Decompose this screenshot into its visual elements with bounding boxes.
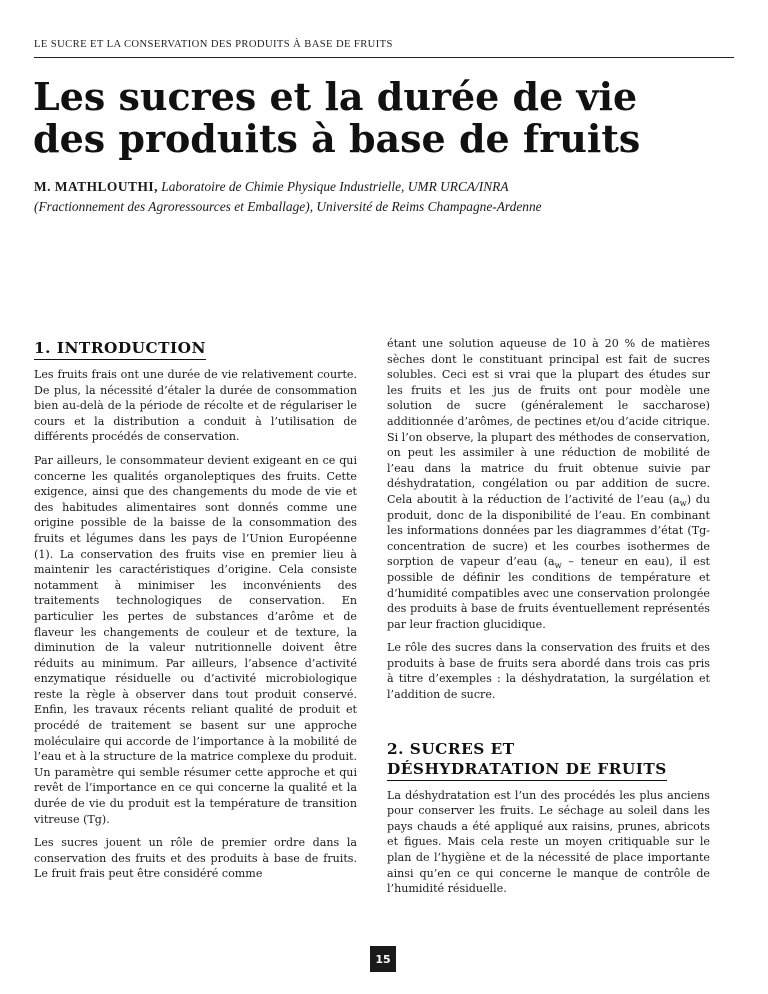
affiliation-line-2: (Fractionnement des Agroressources et Emballage), Université de Reims Champagne-Ardenne: [34, 199, 542, 214]
header-rule: [34, 57, 734, 58]
author-block: [34, 177, 734, 217]
right-column: [387, 336, 710, 905]
affiliation-line-1: Laboratoire de Chimie Physique Industrielle, UMR URCA/INRA: [161, 179, 509, 194]
title-line-1: Les sucres et la durée de vie: [33, 74, 638, 119]
intro-paragraph-5: Le rôle des sucres dans la conservation des fruits et des produits à base de fruits sera abordé dans trois cas pris à titre d’exemples : la déshydratation, la surgélation et l’addition de sucre.: [387, 641, 710, 702]
section-2-heading-line-2: DÉSHYDRATATION DE FRUITS: [387, 759, 667, 781]
p4-part-c: – teneur en eau), il est possible de définir les conditions de température et d’humidité compatibles avec une conservation prolongée des produits à base de fruits éventuellement représentés par leur fraction glucidique.: [387, 555, 710, 631]
page-number: 15: [370, 946, 396, 972]
title-line-2: des produits à base de fruits: [33, 116, 641, 161]
p4-part-b: ) du produit, donc de la disponibilité de l’eau. En combinant les informations données par les diagrammes d’état (Tg-concentration de sucre) et les courbes isothermes de sorption de vapeur d’eau (a: [387, 492, 710, 569]
p4-part-a: étant une solution aqueuse de 10 à 20 % de matières sèches dont le constituant principal est fait de sucres solubles. Ceci est si vrai que la plupart des études sur les fruits et les jus de fruits ont pour modèle une solution de sucre (généralement le saccharose) additionnée d’arômes, de pectines et/ou d’acide citrique. Si l’on observe, la plupart des méthodes de conservation, on peut les assimiler à une réduction de mobilité de l’eau dans la matrice du fruit obtenue suivie par déshydratation, congélation ou par addition de sucre. Cela aboutit à la réduction de l’activité de l’eau (a: [387, 337, 710, 506]
left-column: [34, 336, 357, 890]
author-name: M. MATHLOUTHI,: [34, 179, 158, 194]
intro-paragraph-4: [387, 336, 710, 632]
section-2-paragraph-1: La déshydratation est l’un des procédés les plus anciens pour conserver les fruits. Le séchage au soleil dans les pays chauds a été appliqué aux raisins, prunes, abricots et figues. Mais cela reste un moyen critiquable sur le plan de l’hygiène et de la nécessité de place importante ainsi qu’en ce qui concerne le manque de contrôle de l’humidité résiduelle.: [387, 788, 710, 896]
intro-paragraph-1: Les fruits frais ont une durée de vie relativement courte. De plus, la nécessité d’étaler la durée de consommation bien au-delà de la période de récolte et de régulariser le cours et la distribution a conduit à l’utilisation de différents procédés de conservation.: [34, 368, 357, 444]
section-2-heading: [387, 739, 515, 759]
aw-subscript: w: [679, 498, 687, 509]
intro-paragraph-2: Par ailleurs, le consommateur devient exigeant en ce qui concerne les qualités organoleptiques des fruits. Cette exigence, ainsi que des changements du mode de vie et des habitudes alimentaires sont donnés comme une origine possible de la baisse de la consommation des fruits et légumes dans les pays de l’Union Européenne (1). La conservation des fruits vise en premier lieu à maintenir les caractéristiques d’origine. Cela consiste notamment à minimiser les inconvénients des traitements technologiques de conservation. En particulier les pertes de substances d’arôme et de flaveur les changements de couleur et de texture, la diminution de la valeur nutritionnelle doivent être réduits au minimum. Par ailleurs, l’absence d’activité enzymatique résiduelle ou d’activité microbiologique reste la règle à observer dans tout produit conservé. Enfin, les travaux récents reliant qualité de produit et procédé de traitement se basent sur une approche moléculaire qui accorde de l’importance à la mobilité de l’eau et à la structure de la matrice complexe du produit. Un paramètre qui semble résumer cette approche et qui revêt de l’importance en ce qui concerne la qualité et la durée de vie du produit est la température de transition vitreuse (Tg).: [34, 453, 357, 826]
article-title: [33, 76, 753, 160]
section-2-heading-line-1: 2. SUCRES ET: [387, 739, 515, 758]
aw-subscript: w: [554, 560, 562, 571]
section-1-heading: 1. INTRODUCTION: [34, 338, 206, 360]
intro-paragraph-3: Les sucres jouent un rôle de premier ordre dans la conservation des fruits et des produits à base de fruits. Le fruit frais peut être considéré comme: [34, 836, 357, 881]
running-head: LE SUCRE ET LA CONSERVATION DES PRODUITS À BASE DE FRUITS: [34, 39, 393, 50]
